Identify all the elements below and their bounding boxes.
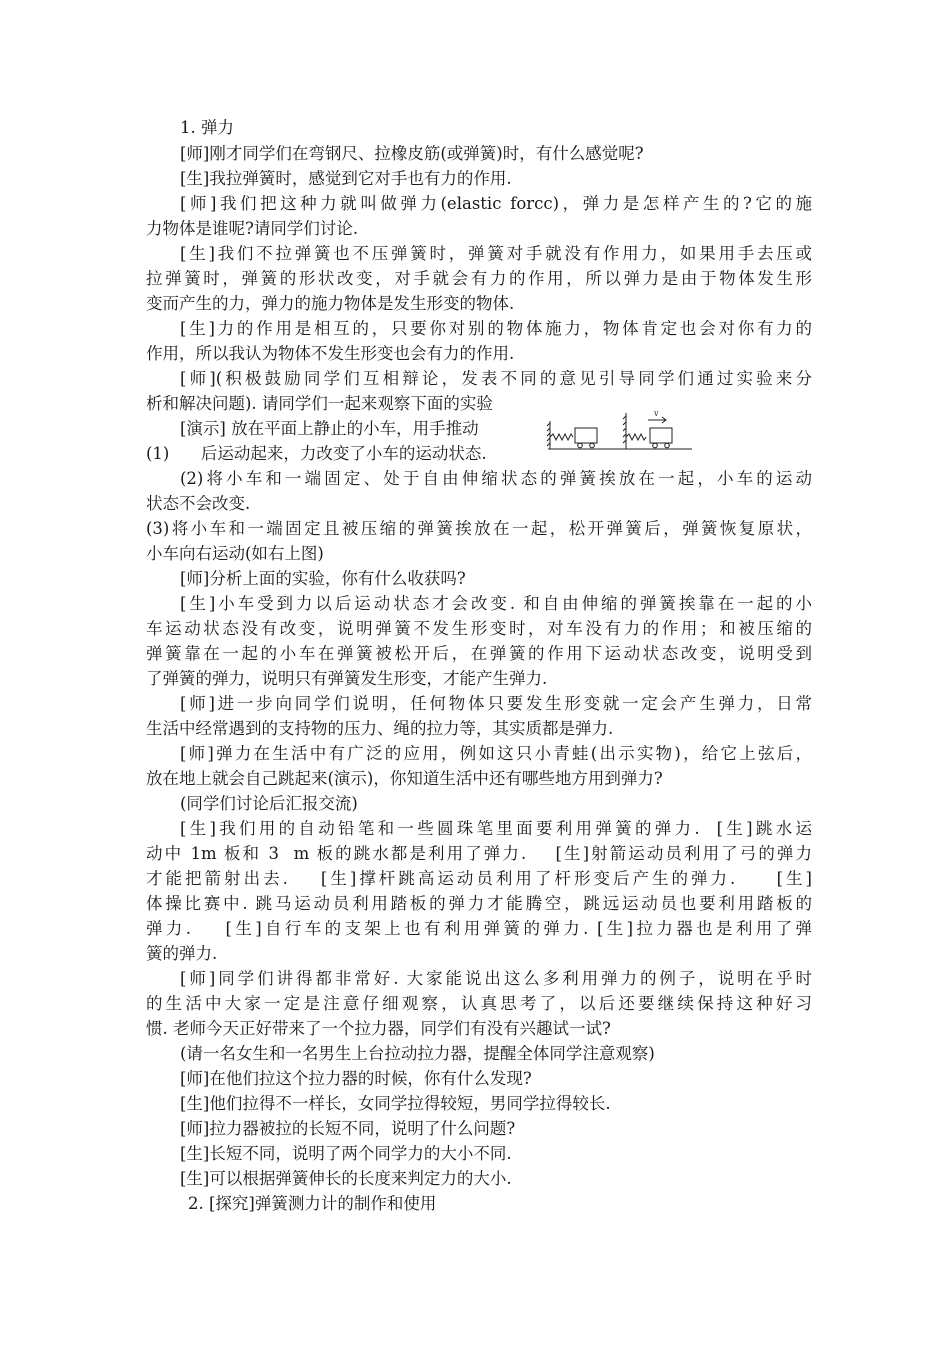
text-line: 力物体是谁呢?请同学们讨论. — [146, 219, 359, 238]
text-line: 了弹簧的弹力，说明只有弹簧发生形变，才能产生弹力. — [146, 669, 548, 688]
text-line: 车运动状态没有改变，说明弹簧不发生形变时，对车没有力的作用；和被压缩的 — [146, 619, 812, 638]
text-line: [师]分析上面的实验，你有什么收获吗? — [180, 569, 466, 588]
text-line: 的生活中大家一定是注意仔细观察，认真思考了，以后还要继续保持这种好习 — [146, 994, 812, 1013]
text-line: [生]我拉弹簧时，感觉到它对手也有力的作用. — [180, 169, 512, 188]
text-line: 弹簧靠在一起的小车在弹簧被松开后，在弹簧的作用下运动状态改变，说明受到 — [146, 644, 812, 663]
section-heading-2: 2. [探究]弹簧测力计的制作和使用 — [188, 1194, 437, 1213]
text-line: 拉弹簧时，弹簧的形状改变，对手就会有力的作用，所以弹力是由于物体发生形 — [146, 269, 812, 288]
text-line: [师]在他们拉这个拉力器的时候，你有什么发现? — [180, 1069, 532, 1088]
right-cart-wheel — [665, 443, 670, 448]
text-line: 生活中经常遇到的支持物的压力、绳的拉力等，其实质都是弹力. — [146, 719, 614, 738]
text-line: (3)将小车和一端固定且被压缩的弹簧挨放在一起，松开弹簧后，弹簧恢复原状， — [146, 519, 812, 538]
text-line: 状态不会改变. — [146, 494, 251, 513]
text-line: [生]小车受到力以后运动状态才会改变. 和自由伸缩的弹簧挨靠在一起的小 — [180, 594, 812, 613]
left-cart-wheel — [578, 443, 583, 448]
text-line: [生]我们用的自动铅笔和一些圆珠笔里面要利用弹簧的弹力. [生]跳水运 — [180, 819, 812, 838]
text-line: 簧的弹力. — [146, 944, 218, 963]
text-line: [师]同学们讲得都非常好. 大家能说出这么多利用弹力的例子，说明在乎时 — [180, 969, 812, 988]
text-line: [生]他们拉得不一样长，女同学拉得较短，男同学拉得较长. — [180, 1094, 611, 1113]
left-spring — [550, 434, 573, 440]
text-line: [演示] 放在平面上静止的小车，用手推动 — [180, 419, 479, 438]
section-heading-1: 1. 弹力 — [180, 118, 234, 137]
text-line: 作用，所以我认为物体不发生形变也会有力的作用. — [146, 344, 515, 363]
text-line: [师]弹力在生活中有广泛的应用，例如这只小青蛙(出示实物)，给它上弦后， — [180, 744, 812, 763]
left-cart-wheel — [590, 443, 595, 448]
velocity-label: v — [654, 409, 659, 418]
left-cart — [575, 428, 597, 443]
text-line: 体操比赛中. 跳马运动员利用踏板的弹力才能腾空，跳远运动员也要利用踏板的 — [146, 894, 812, 913]
text-line: [生]我们不拉弹簧也不压弹簧时，弹簧对手就没有作用力，如果用手去压或 — [180, 244, 812, 263]
right-spring — [626, 434, 646, 440]
spring-cart-figure — [546, 407, 694, 457]
text-line: [生]力的作用是相互的，只要你对别的物体施力，物体肯定也会对你有力的 — [180, 319, 812, 338]
text-line: (1) 后运动起来，力改变了小车的运动状态. — [146, 444, 487, 463]
text-line: 动中 1m 板和 3 m 板的跳水都是利用了弹力. [生]射箭运动员利用了弓的弹力 — [146, 844, 812, 863]
text-line: 变而产生的力，弹力的施力物体是发生形变的物体. — [146, 294, 515, 313]
text-line: 放在地上就会自己跳起来(演示)，你知道生活中还有哪些地方用到弹力? — [146, 769, 663, 788]
text-line: (请一名女生和一名男生上台拉动拉力器，提醒全体同学注意观察) — [180, 1044, 655, 1063]
text-line: [师]进一步向同学们说明，任何物体只要发生形变就一定会产生弹力，日常 — [180, 694, 812, 713]
text-line: [师]我们把这种力就叫做弹力(elastic forcc)，弹力是怎样产生的?它的施 — [180, 194, 812, 213]
text-line: (2)将小车和一端固定、处于自由伸缩状态的弹簧挨放在一起，小车的运动 — [180, 469, 812, 488]
text-line: 析和解决问题). 请同学们一起来观察下面的实验 — [146, 394, 493, 413]
text-line: 惯. 老师今天正好带来了一个拉力器，同学们有没有兴趣试一试? — [146, 1019, 611, 1038]
text-line: [生]长短不同，说明了两个同学力的大小不同. — [180, 1144, 512, 1163]
right-cart — [650, 428, 672, 443]
text-line: [师](积极鼓励同学们互相辩论，发表不同的意见引导同学们通过实验来分 — [180, 369, 812, 388]
text-line: 弹力. [生]自行车的支架上也有利用弹簧的弹力. [生]拉力器也是利用了弹 — [146, 919, 812, 938]
text-line: [师]拉力器被拉的长短不同，说明了什么问题? — [180, 1119, 516, 1138]
text-line: 小车向右运动(如右上图) — [146, 544, 324, 563]
text-line: 才能把箭射出去. [生]撑杆跳高运动员利用了杆形变后产生的弹力. [生] — [146, 869, 812, 888]
text-line: [师]刚才同学们在弯钢尺、拉橡皮筋(或弹簧)时，有什么感觉呢? — [180, 144, 644, 163]
right-cart-wheel — [653, 443, 658, 448]
text-line: (同学们讨论后汇报交流) — [180, 794, 358, 813]
text-line: [生]可以根据弹簧伸长的长度来判定力的大小. — [180, 1169, 512, 1188]
